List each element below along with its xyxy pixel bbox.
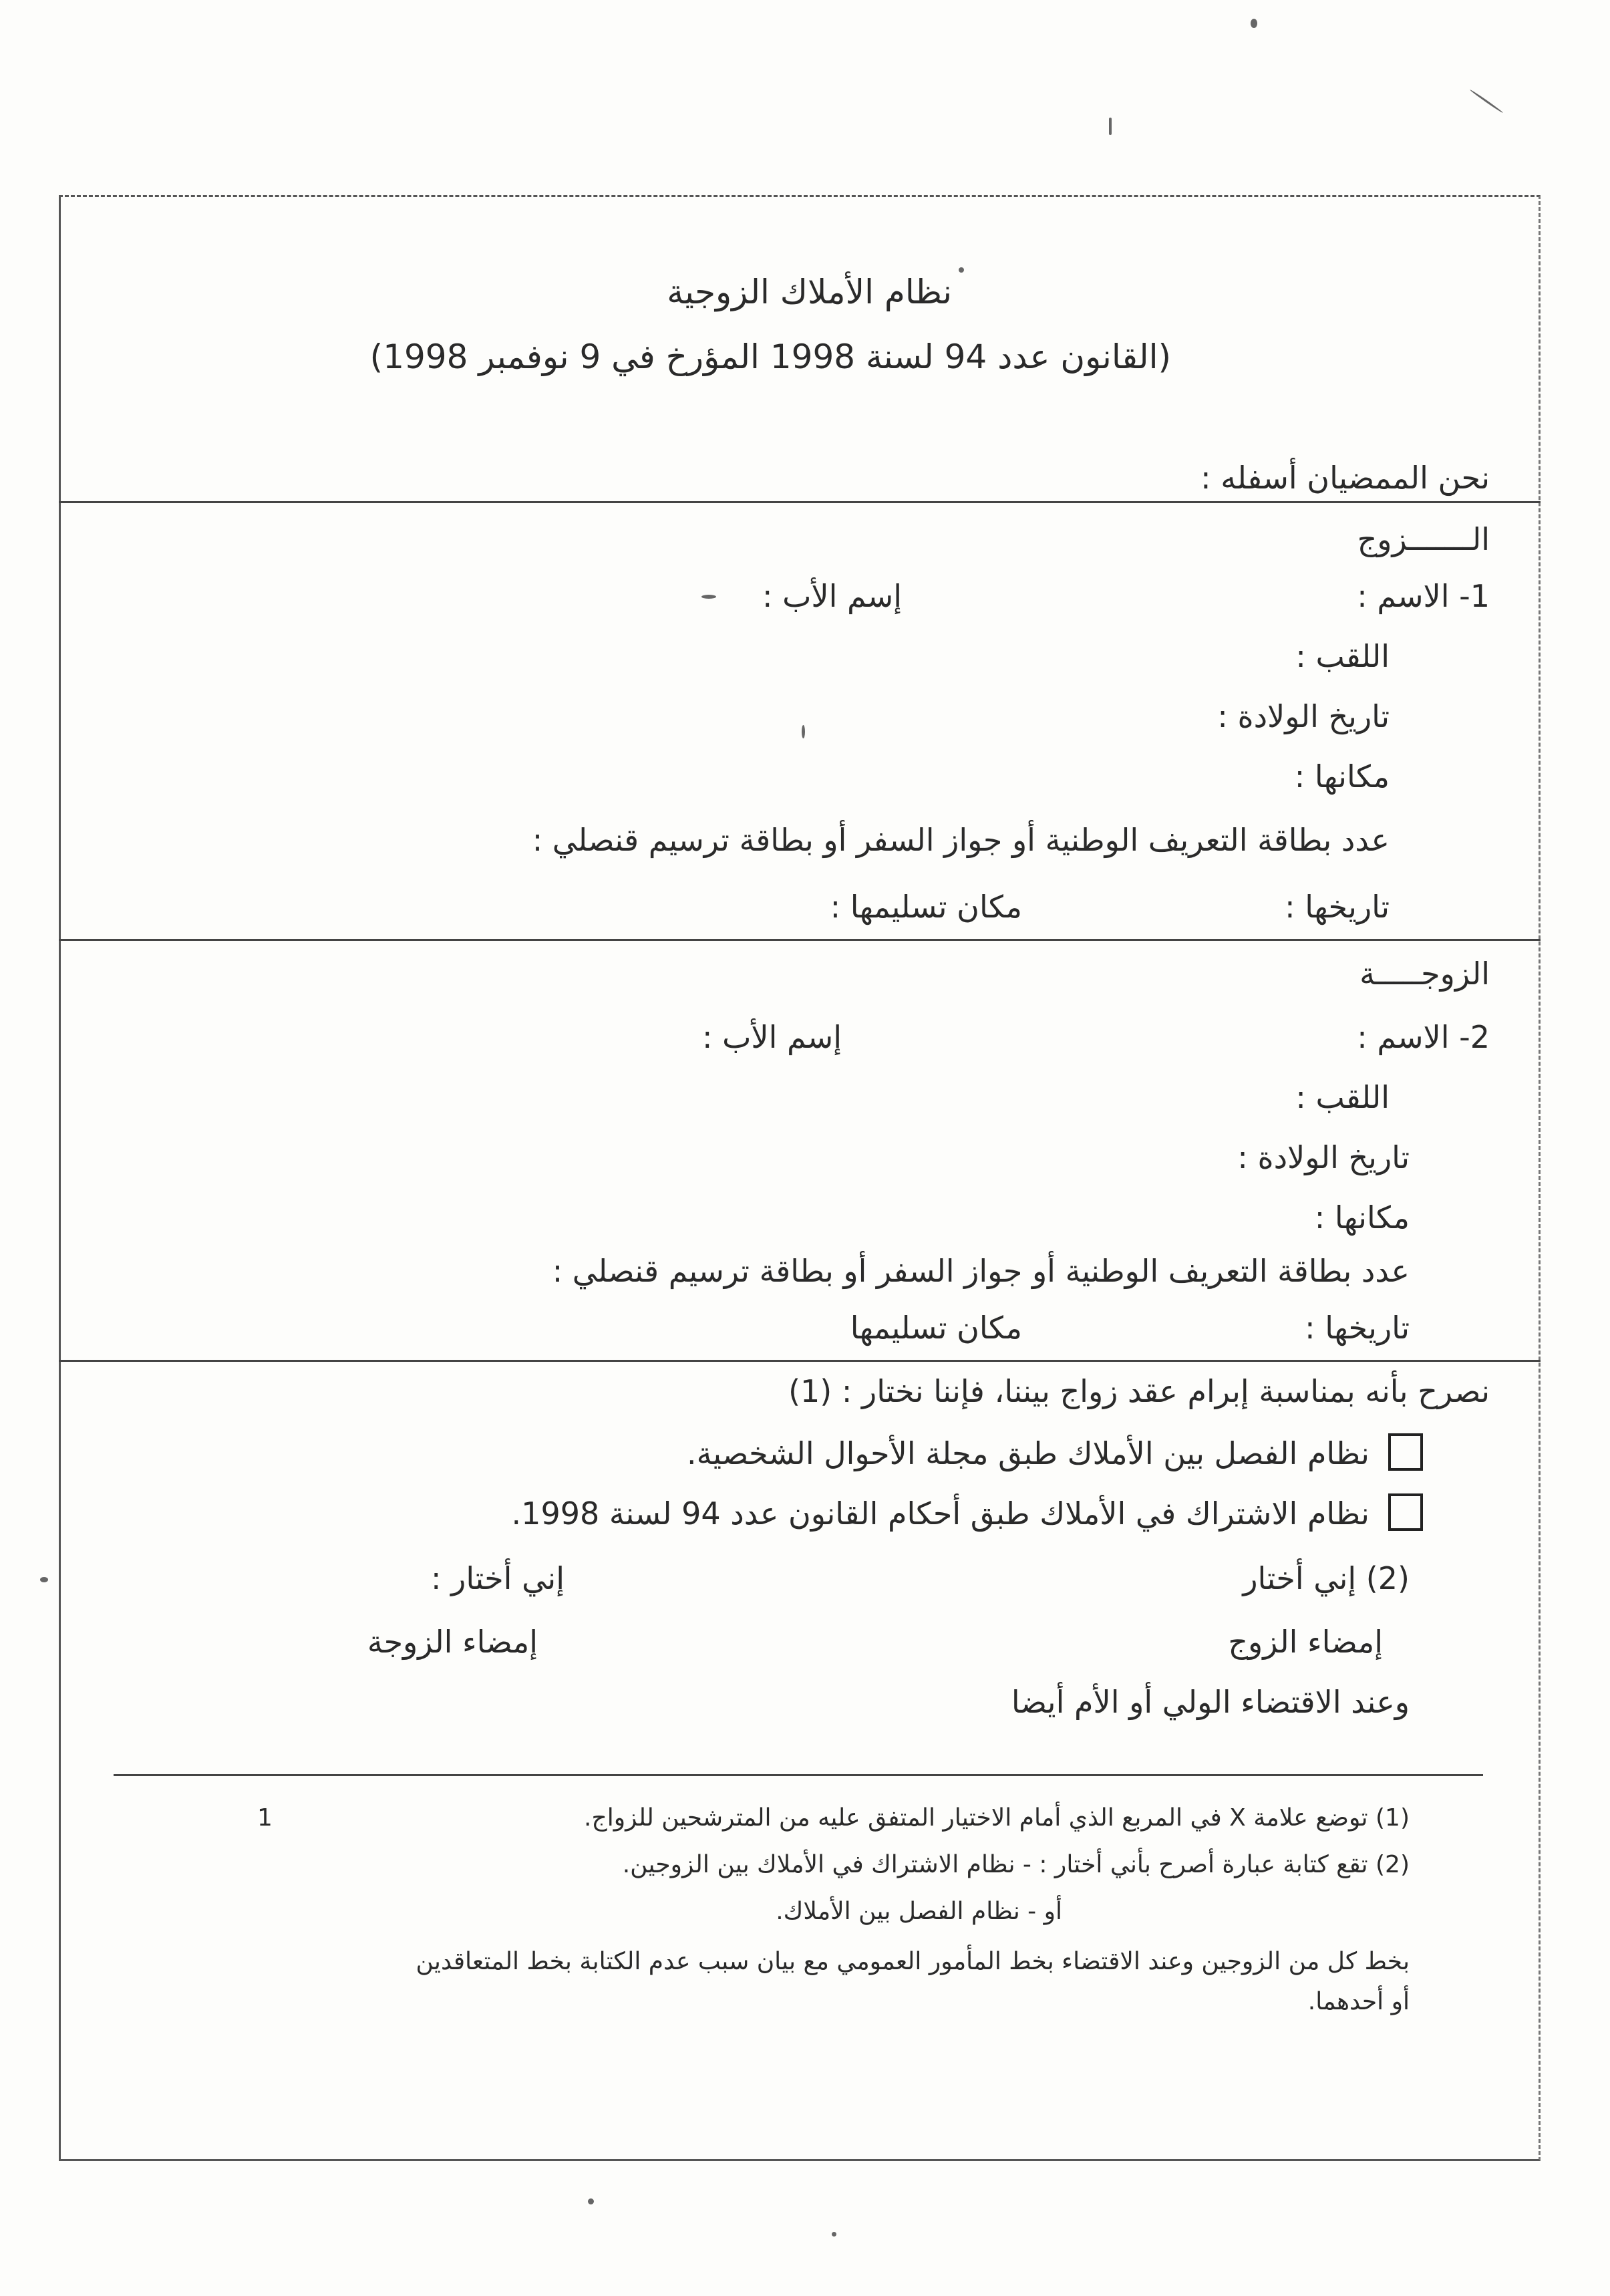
wife-issuedate-label: تاريخها :	[1305, 1310, 1410, 1346]
footnote-divider	[114, 1774, 1483, 1776]
divider	[59, 939, 1541, 941]
scan-speck	[832, 2232, 836, 2237]
husband-id-label: عدد بطاقة التعريف الوطنية أو جواز السفر أو بطاقة ترسيم قنصلي :	[532, 822, 1390, 858]
scan-speck	[40, 1577, 48, 1582]
husband-father-label: إسم الأب :	[762, 578, 902, 614]
wife-id-label: عدد بطاقة التعريف الوطنية أو جواز السفر أو بطاقة ترسيم قنصلي :	[552, 1253, 1410, 1289]
scan-speck	[1109, 118, 1112, 135]
option-separation-label: نظام الفصل بين الأملاك طبق مجلة الأحوال الشخصية.	[687, 1435, 1370, 1471]
scan-speck	[1251, 19, 1257, 28]
option-separation-checkbox[interactable]	[1388, 1433, 1423, 1471]
scan-speck	[1470, 89, 1504, 114]
footnote-3-line2: أو أحدهما.	[1307, 1988, 1410, 2015]
divider	[59, 1360, 1541, 1362]
page-subtitle: (القانون عدد 94 لسنة 1998 المؤرخ في 9 نوفمبر 1998)	[369, 337, 1171, 376]
footnote-1-marker: 1	[257, 1804, 273, 1832]
intro-text: نحن الممضيان أسفله :	[1200, 460, 1490, 496]
husband-heading: الـــــــزوج	[1357, 521, 1490, 557]
scan-speck	[588, 2198, 594, 2204]
wife-issueplace-label: مكان تسليمها	[850, 1310, 1022, 1346]
wife-birthdate-label: تاريخ الولادة :	[1237, 1139, 1410, 1175]
option-community-checkbox[interactable]	[1388, 1493, 1423, 1531]
husband-birthdate-label: تاريخ الولادة :	[1217, 698, 1390, 734]
footnote-2: (2) تقع كتابة عبارة أصرح بأني أختار : - نظام الاشتراك في الأملاك بين الزوجين.	[622, 1851, 1410, 1878]
guardian-signature-label: وعند الاقتضاء الولي أو الأم أيضا	[1011, 1684, 1410, 1720]
footnote-2-alt: أو - نظام الفصل بين الأملاك.	[776, 1898, 1062, 1925]
husband-surname-label: اللقب :	[1295, 638, 1390, 674]
husband-birthplace-label: مكانها :	[1294, 758, 1390, 795]
husband-issueplace-label: مكان تسليمها :	[830, 889, 1022, 925]
husband-name-label: 1- الاسم :	[1357, 578, 1490, 614]
wife-surname-label: اللقب :	[1295, 1079, 1390, 1115]
husband-signature-label: إمضاء الزوج	[1228, 1624, 1383, 1660]
husband-issuedate-label: تاريخها :	[1285, 889, 1390, 925]
wife-name-label: 2- الاسم :	[1357, 1019, 1490, 1055]
declaration-text: نصرح بأنه بمناسبة إبرام عقد زواج بيننا، فإننا نختار : (1)	[788, 1373, 1490, 1409]
wife-signature-label: إمضاء الزوجة	[367, 1624, 538, 1660]
wife-birthplace-label: مكانها :	[1314, 1199, 1410, 1236]
divider	[59, 501, 1541, 503]
choice-left-text: إني أختار :	[431, 1560, 565, 1596]
page-title: نظام الأملاك الزوجية	[667, 273, 952, 311]
footnote-3-line1: بخط كل من الزوجين وعند الاقتضاء بخط المأمور العمومي مع بيان سبب عدم الكتابة بخط المتعاقدين	[416, 1948, 1410, 1975]
wife-father-label: إسم الأب :	[702, 1019, 842, 1055]
choice-right-text: (2) إني أختار	[1243, 1560, 1410, 1596]
footnote-1: (1) توضع علامة X في المربع الذي أمام الاختيار المتفق عليه من المترشحين للزواج.	[584, 1804, 1410, 1832]
option-community-label: نظام الاشتراك في الأملاك طبق أحكام القانون عدد 94 لسنة 1998.	[511, 1495, 1370, 1532]
wife-heading: الزوجـــــة	[1359, 956, 1490, 992]
